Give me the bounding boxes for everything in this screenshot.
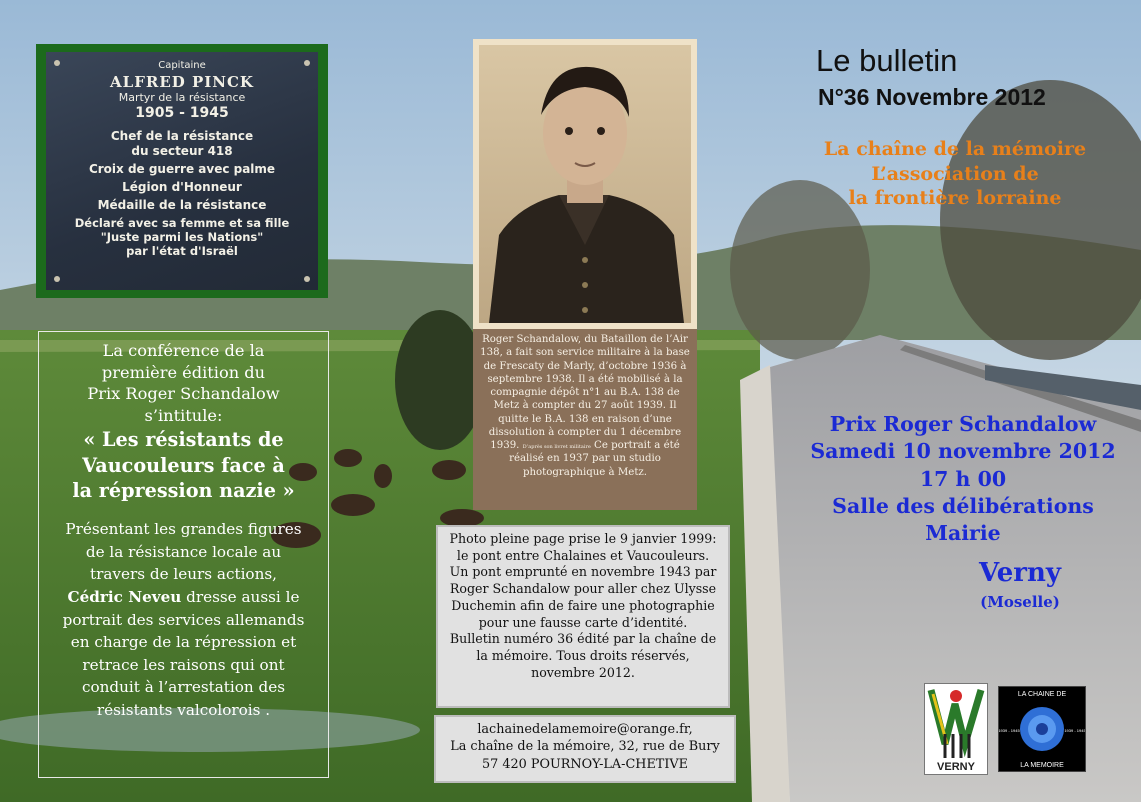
conference-body-line: travers de leurs actions, [90, 565, 277, 584]
cornflower-icon [999, 687, 1085, 771]
event-time: 17 h 00 [919, 466, 1007, 491]
plaque-subtitle: Martyr de la résistance [118, 91, 246, 105]
conference-title-line: la répression nazie » [72, 479, 295, 503]
conference-body-line: de la résistance locale au [85, 542, 282, 561]
chaine-logo-right: 1939 - 1945 [1064, 728, 1085, 733]
plaque-line: Légion d'Honneur [122, 179, 242, 194]
plaque-line: "Juste parmi les Nations" [100, 229, 264, 244]
chaine-logo-bottom: LA MEMOIRE [1020, 762, 1064, 769]
conference-intro-line: s’intitule: [144, 406, 223, 426]
chaine-memoire-logo [998, 686, 1086, 772]
portrait-caption-source: D’après son livret militaire [522, 444, 591, 450]
contact-box [434, 715, 736, 783]
conference-body-line: en charge de la répression et [70, 633, 297, 652]
event-title: Prix Roger Schandalow [829, 412, 1097, 436]
event-department: (Moselle) [980, 593, 1060, 611]
portrait-photo-frame [473, 39, 697, 329]
plaque-years: 1905 - 1945 [135, 105, 229, 121]
soldier-portrait-image [479, 45, 691, 323]
bulletin-number: N°36 Novembre 2012 [818, 84, 1046, 110]
photo-credit-line: la mémoire. Tous droits réservés, [476, 648, 690, 664]
plaque-name: ALFRED PINCK [110, 72, 254, 91]
verny-emblem-icon [925, 684, 987, 774]
verny-logo [924, 683, 988, 775]
conference-title-line: « Les résistants de [83, 427, 284, 451]
plaque-line: Chef de la résistance [110, 128, 254, 143]
chaine-logo-left: 1939 - 1945 [999, 728, 1020, 733]
bolt-icon [304, 60, 310, 66]
bolt-icon [304, 276, 310, 282]
conference-description-box [38, 331, 329, 778]
photo-credit-line: Bulletin numéro 36 édité par la chaîne de [449, 631, 717, 647]
photo-credit-line: Photo pleine page prise le 9 janvier 1999: [449, 531, 717, 546]
photo-credit-box [436, 525, 730, 708]
conference-body-line: Présentant les grandes figures [65, 519, 302, 538]
photo-credit-line: pour une fausse carte d’identité. [478, 614, 688, 630]
photo-credit-line: Roger Schandalow pour aller chez Ulysse [449, 581, 717, 597]
conference-title-line: Vaucouleurs face à [82, 453, 285, 477]
chaine-logo-top: LA CHAINE DE [1017, 691, 1067, 698]
conference-intro-line: Prix Roger Schandalow [87, 384, 280, 404]
plaque-line: par l'état d'Israël [126, 244, 238, 259]
conference-intro-line: première édition du [101, 362, 266, 382]
bulletin-title: Le bulletin [816, 43, 958, 78]
portrait-caption-note: Ce portrait a été réalisé en 1937 par un studio photographique à Metz. [509, 440, 680, 478]
portrait-caption-text: Roger Schandalow, du Bataillon de l’Air 138, a fait son service militaire à la base de Frescaty de Marly, d’octobre 1936 à septembre 1938. Il a été mobilisé à la compagnie dépôt n°1 au B.A. 138 de Metz à compter du 27 août 1939. Il quitte le B.A. 138 en raison d’une dissolution à compter du 1 décembre 1939. [480, 334, 690, 451]
conference-body-line [49, 586, 318, 609]
photo-credit-line: le pont entre Chalaines et Vaucouleurs. [456, 547, 710, 563]
memorial-plaque [46, 52, 318, 290]
bolt-icon [54, 60, 60, 66]
contact-city: 57 420 POURNOY-LA-CHETIVE [482, 756, 688, 772]
photo-credit-line: novembre 2012. [531, 664, 635, 680]
speaker-name: Cédric Neveu [67, 587, 182, 606]
conference-body-line: retrace les raisons qui ont [82, 655, 285, 674]
plaque-line: Médaille de la résistance [97, 197, 267, 212]
association-line: La chaîne de la mémoire [823, 138, 1087, 160]
event-building: Mairie [925, 521, 1001, 545]
photo-credit-line: Duchemin afin de faire une photographie [451, 597, 715, 613]
association-line: L’association de [871, 162, 1039, 185]
conference-body-line: portrait des services allemands [62, 610, 305, 629]
association-name [810, 137, 1100, 211]
contact-address: La chaîne de la mémoire, 32, rue de Bury [450, 739, 720, 755]
association-line: la frontière lorraine [848, 187, 1062, 210]
conference-body-text: dresse aussi le [181, 587, 300, 606]
conference-body-line: conduit à l’arrestation des [81, 678, 286, 697]
photo-credit-line: Un pont emprunté en novembre 1943 par [449, 564, 717, 580]
portrait-caption [473, 329, 697, 510]
event-town: Verny [978, 558, 1062, 588]
conference-intro-line: La conférence de la [102, 341, 265, 360]
portrait-photo [479, 45, 691, 323]
plaque-line: Déclaré avec sa femme et sa fille [74, 215, 290, 230]
verny-logo-label: VERNY [937, 761, 975, 773]
bolt-icon [54, 276, 60, 282]
conference-body-line: résistants valcolorois . [96, 701, 271, 720]
event-details [798, 411, 1128, 547]
plaque-rank: Capitaine [158, 60, 206, 71]
memorial-plaque-photo [36, 44, 328, 298]
plaque-line: Croix de guerre avec palme [88, 161, 276, 176]
event-date: Samedi 10 novembre 2012 [810, 439, 1116, 464]
event-venue: Salle des délibérations [832, 493, 1094, 518]
contact-email[interactable]: lachainedelamemoire@orange.fr, [477, 722, 693, 737]
plaque-line: du secteur 418 [131, 143, 233, 158]
